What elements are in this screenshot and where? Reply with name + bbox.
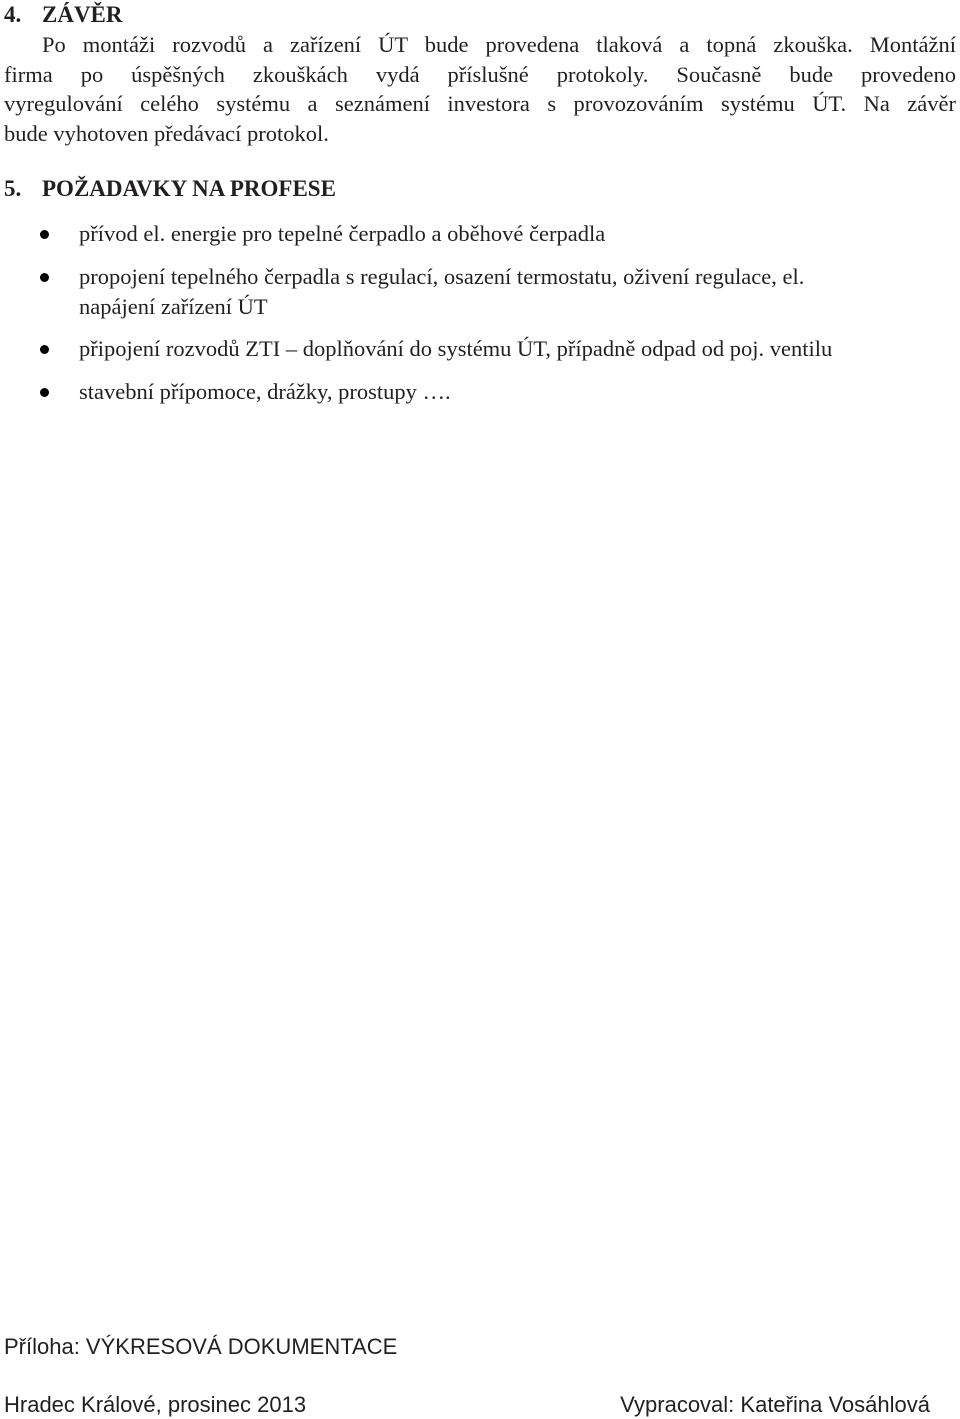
paragraph-line: Po montáži rozvodů a zařízení ÚT bude provedena tlaková a topná zkouška. Montážní (42, 32, 956, 57)
list-item-text: připojení rozvodů ZTI – doplňování do systému ÚT, případně odpad od poj. ventilu (79, 336, 833, 361)
author-signature-line: Vypracoval: Kateřina Vosáhlová (620, 1392, 930, 1417)
section-4-title: ZÁVĚR (42, 2, 123, 27)
bullet-icon (40, 273, 49, 282)
paragraph-line: firma po úspěšných zkouškách vydá příslušné protokoly. Současně bude provedeno (4, 61, 956, 87)
section-4-heading (4, 1, 123, 29)
section-5-heading (4, 175, 336, 203)
list-item-text: přívod el. energie pro tepelné čerpadlo a oběhové čerpadla (79, 221, 606, 246)
bullet-icon (40, 230, 49, 239)
bullet-icon (40, 388, 49, 397)
paragraph-line: bude vyhotoven předávací protokol. (4, 120, 329, 146)
list-item-text: stavební přípomoce, drážky, prostupy …. (79, 379, 451, 404)
paragraph-line: vyregulování celého systému a seznámení investora s provozováním systému ÚT. Na závěr (4, 91, 956, 116)
bullet-icon (40, 345, 49, 354)
list-item-text: napájení zařízení ÚT (79, 293, 268, 319)
section-5-title: POŽADAVKY NA PROFESE (42, 176, 336, 201)
section-4-number: 4. (4, 2, 22, 27)
place-date: Hradec Králové, prosinec 2013 (4, 1392, 307, 1417)
list-item-text: propojení tepelného čerpadla s regulací, osazení termostatu, oživení regulace, el. (79, 264, 805, 289)
section-5-number: 5. (4, 176, 22, 201)
attachment-note: Příloha: VÝKRESOVÁ DOKUMENTACE (4, 1334, 398, 1359)
section-4-paragraph (4, 30, 956, 148)
